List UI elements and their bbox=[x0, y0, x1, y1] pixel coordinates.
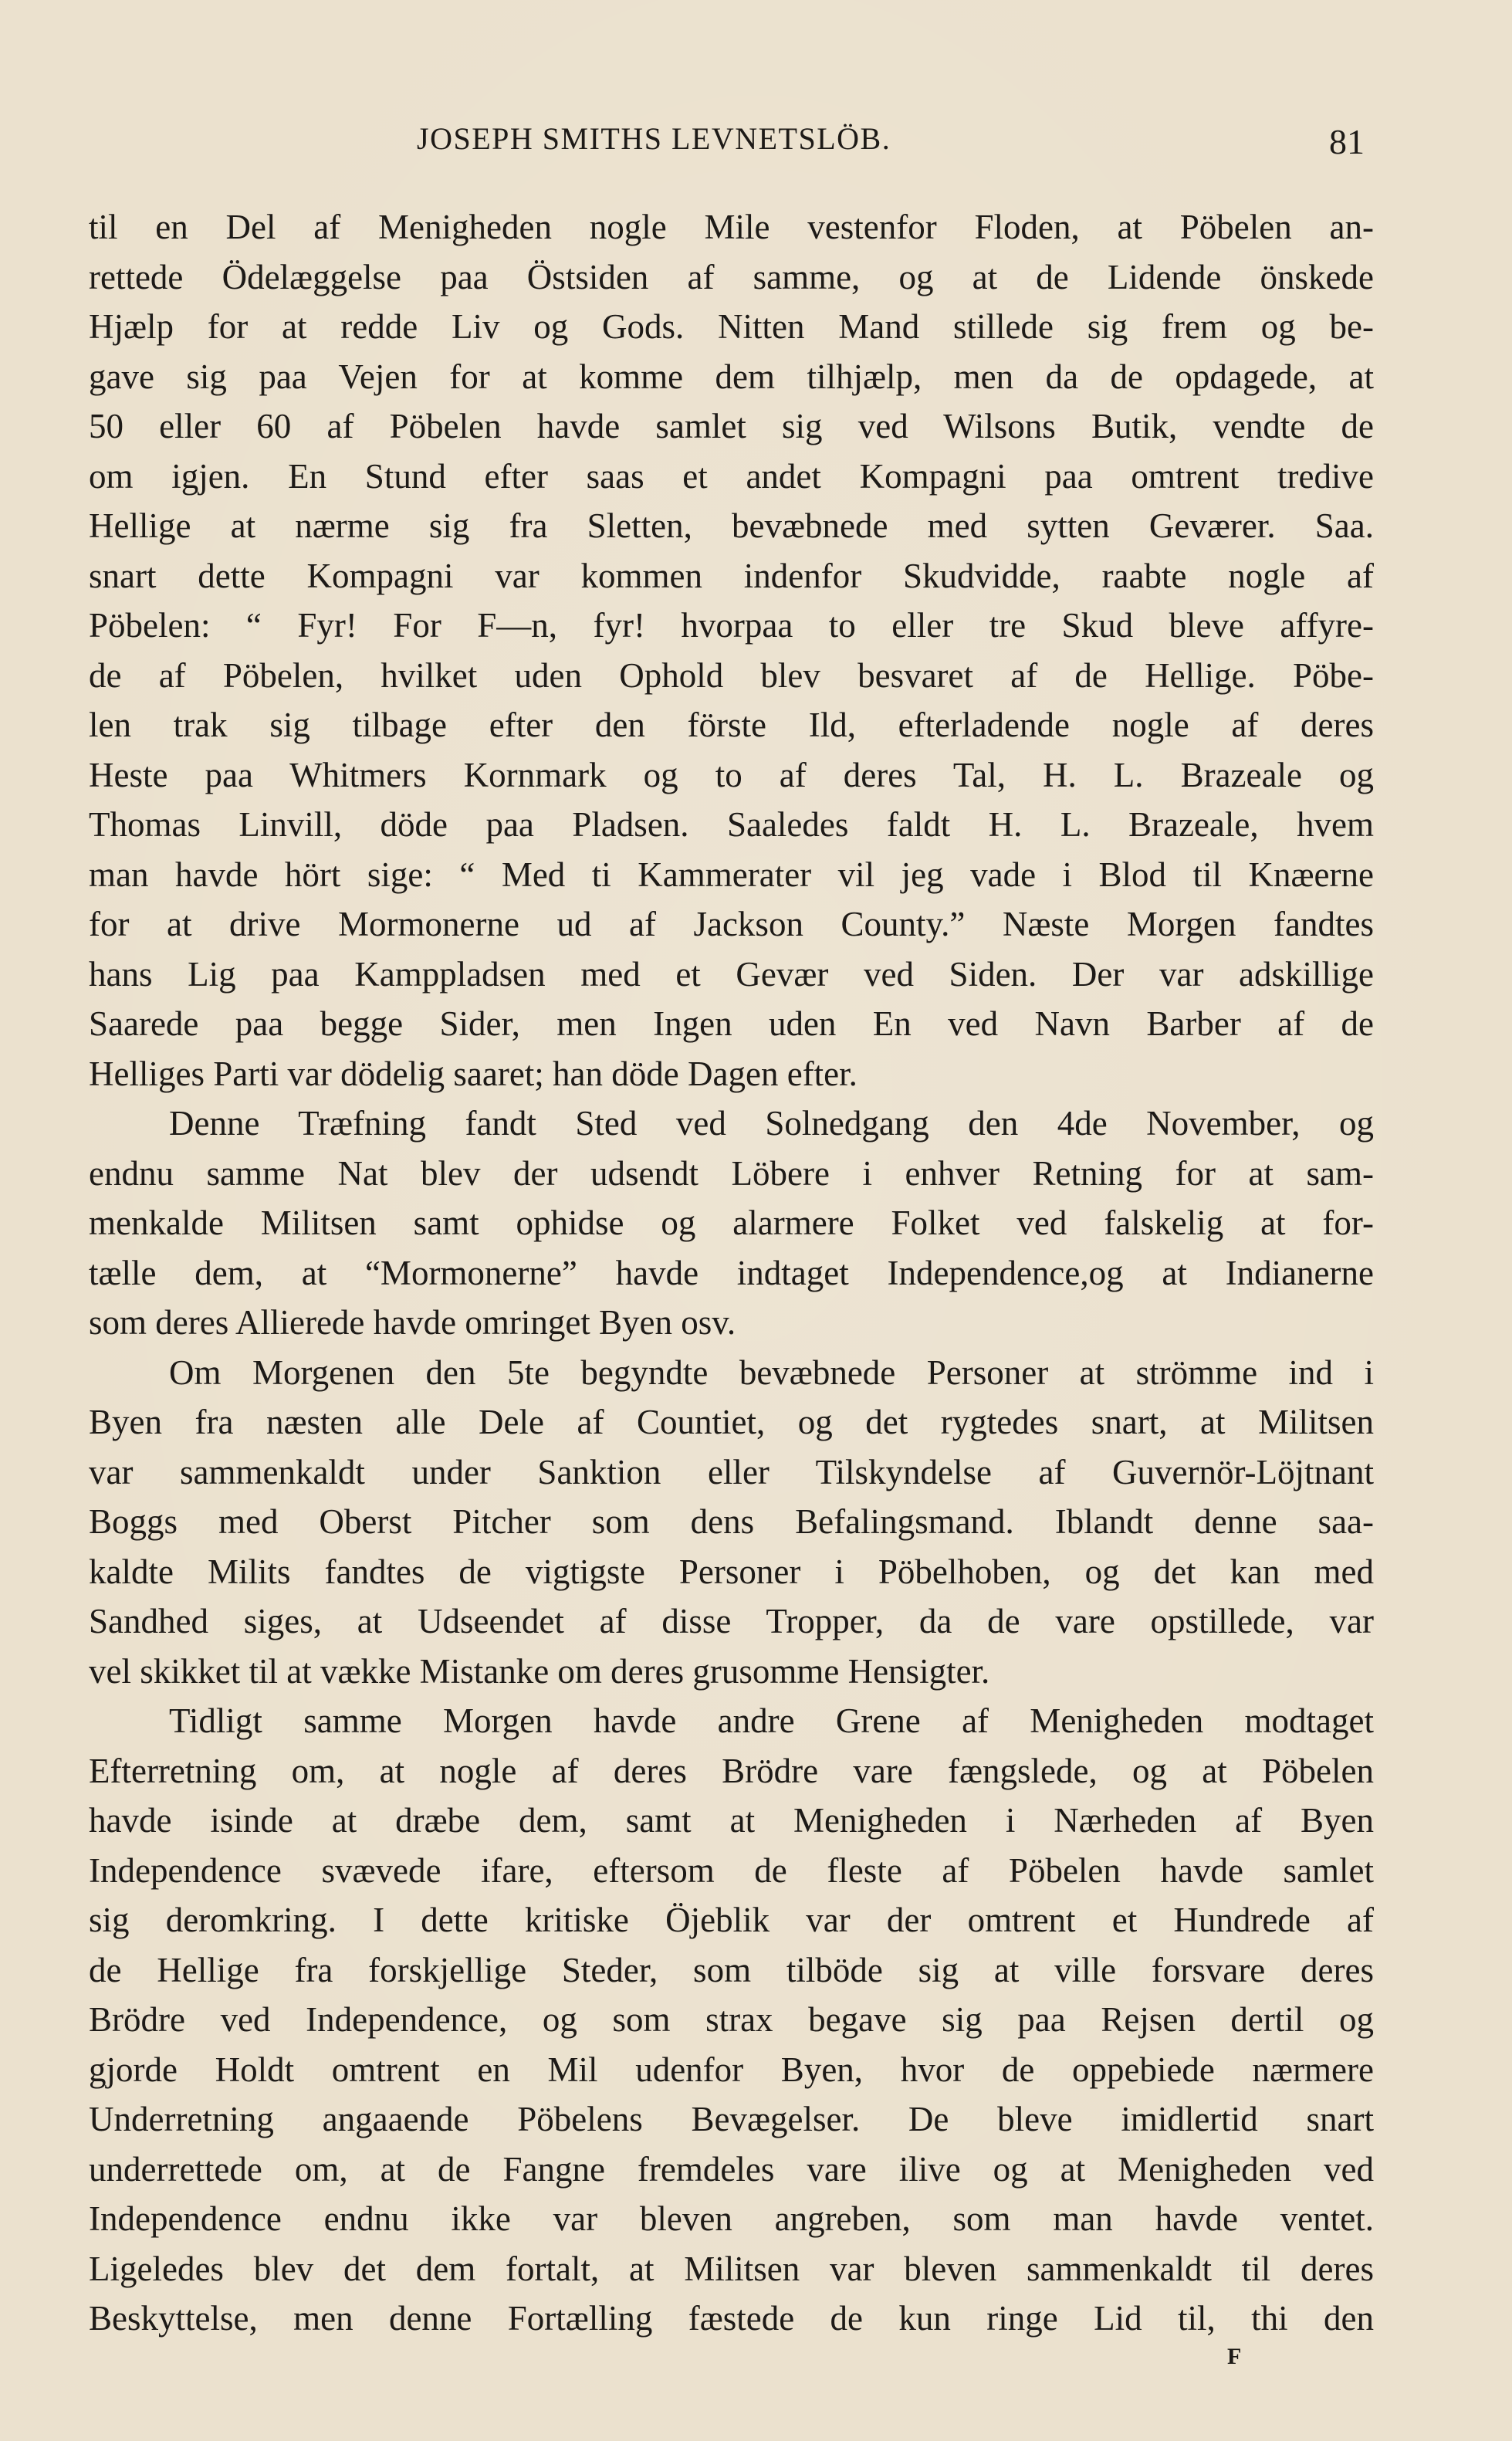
text-line: de Hellige fra forskjellige Steder, som tilböde sig at ville forsvare deres bbox=[89, 1950, 1374, 1989]
text-line: Saarede paa begge Sider, men Ingen uden En ved Navn Barber af de bbox=[89, 1004, 1374, 1043]
text-line: Independence endnu ikke var bleven angreben, som man havde ventet. bbox=[89, 2199, 1374, 2238]
text-line: menkalde Militsen samt ophidse og alarmere Folket ved falskelig at for- bbox=[89, 1204, 1374, 1242]
text-line: Underretning angaaende Pöbelens Bevægelser. De bleve imidlertid snart bbox=[89, 2100, 1374, 2138]
text-line: var sammenkaldt under Sanktion eller Tilskyndelse af Guvernör-Löjtnant bbox=[89, 1452, 1374, 1491]
text-line: hans Lig paa Kamppladsen med et Gevær ved Siden. Der var adskillige bbox=[89, 954, 1374, 994]
text-line: for at drive Mormonerne ud af Jackson County.” Næste Morgen fandtes bbox=[89, 905, 1374, 943]
text-line: endnu samme Nat blev der udsendt Löbere i enhver Retning for at sam- bbox=[89, 1153, 1374, 1193]
text-line: Efterretning om, at nogle af deres Brödre vare fængslede, og at Pöbelen bbox=[89, 1751, 1374, 1790]
text-line: til en Del af Menigheden nogle Mile vestenfor Floden, at Pöbelen an- bbox=[89, 208, 1374, 246]
text-line: Helliges Parti var dödelig saaret; han döde Dagen efter. bbox=[89, 1054, 857, 1093]
text-line: de af Pöbelen, hvilket uden Ophold blev besvaret af de Hellige. Pöbe- bbox=[89, 655, 1374, 695]
text-line: sig deromkring. I dette kritiske Öjeblik var der omtrent et Hundrede af bbox=[89, 1901, 1374, 1939]
text-line: Pöbelen: “ Fyr! For F—n, fyr! hvorpaa to eller tre Skud bleve affyre- bbox=[89, 606, 1374, 645]
text-line: Boggs med Oberst Pitcher som dens Befalingsmand. Iblandt denne saa- bbox=[89, 1502, 1374, 1541]
text-line: Heste paa Whitmers Kornmark og to af deres Tal, H. L. Brazeale og bbox=[89, 755, 1374, 794]
text-line: Thomas Linvill, döde paa Pladsen. Saaledes faldt H. L. Brazeale, hvem bbox=[89, 805, 1374, 844]
page-number: 81 bbox=[1329, 122, 1365, 161]
text-line: Hjælp for at redde Liv og Gods. Nitten Mand stillede sig frem og be- bbox=[89, 307, 1374, 346]
running-head bbox=[0, 116, 1512, 170]
text-line: om igjen. En Stund efter saas et andet Kompagni paa omtrent tredive bbox=[89, 456, 1374, 496]
signature-mark: F bbox=[1227, 2344, 1242, 2369]
text-line: Brödre ved Independence, og som strax begave sig paa Rejsen dertil og bbox=[89, 2000, 1374, 2039]
text-line: Denne Træfning fandt Sted ved Solnedgang den 4de November, og bbox=[169, 1104, 1374, 1143]
text-line: som deres Allierede havde omringet Byen osv. bbox=[89, 1303, 736, 1342]
text-line: man havde hört sige: “ Med ti Kammerater vil jeg vade i Blod til Knæerne bbox=[89, 855, 1374, 894]
body-text bbox=[89, 202, 1374, 2344]
text-line: Hellige at nærme sig fra Sletten, bevæbnede med sytten Geværer. Saa. bbox=[89, 506, 1374, 545]
text-line: len trak sig tilbage efter den förste Ild, efterladende nogle af deres bbox=[89, 706, 1374, 744]
text-line: havde isinde at dræbe dem, samt at Menigheden i Nærheden af Byen bbox=[89, 1801, 1374, 1840]
text-line: Sandhed siges, at Udseendet af disse Tropper, da de vare opstillede, var bbox=[89, 1602, 1374, 1640]
text-line: 50 eller 60 af Pöbelen havde samlet sig ved Wilsons Butik, vendte de bbox=[89, 407, 1374, 445]
text-line: gave sig paa Vejen for at komme dem tilhjælp, men da de opdagede, at bbox=[89, 357, 1374, 396]
text-line: Beskyttelse, men denne Fortælling fæstede de kun ringe Lid til, thi den bbox=[89, 2299, 1374, 2338]
text-line: Om Morgenen den 5te begyndte bevæbnede Personer at strömme ind i bbox=[169, 1353, 1374, 1392]
text-line: rettede Ödelæggelse paa Östsiden af samme, og at de Lidende önskede bbox=[89, 257, 1374, 296]
text-line: Ligeledes blev det dem fortalt, at Militsen var bleven sammenkaldt til deres bbox=[89, 2249, 1374, 2288]
text-line: kaldte Milits fandtes de vigtigste Personer i Pöbelhoben, og det kan med bbox=[89, 1552, 1374, 1591]
text-line: Tidligt samme Morgen havde andre Grene af Menigheden modtaget bbox=[169, 1701, 1374, 1740]
text-line: tælle dem, at “Mormonerne” havde indtaget Independence,og at Indianerne bbox=[89, 1253, 1374, 1292]
text-line: gjorde Holdt omtrent en Mil udenfor Byen, hvor de oppebiede nærmere bbox=[89, 2050, 1374, 2089]
running-title: JOSEPH SMITHS LEVNETSLÖB. bbox=[417, 121, 891, 156]
text-line: vel skikket til at vække Mistanke om deres grusomme Hensigter. bbox=[89, 1651, 990, 1691]
text-line: snart dette Kompagni var kommen indenfor Skudvidde, raabte nogle af bbox=[89, 556, 1374, 595]
text-line: Independence svævede ifare, eftersom de fleste af Pöbelen havde samlet bbox=[89, 1850, 1374, 1890]
text-line: Byen fra næsten alle Dele af Countiet, og det rygtedes snart, at Militsen bbox=[89, 1403, 1374, 1441]
text-line: underrettede om, at de Fangne fremdeles vare ilive og at Menigheden ved bbox=[89, 2149, 1374, 2189]
